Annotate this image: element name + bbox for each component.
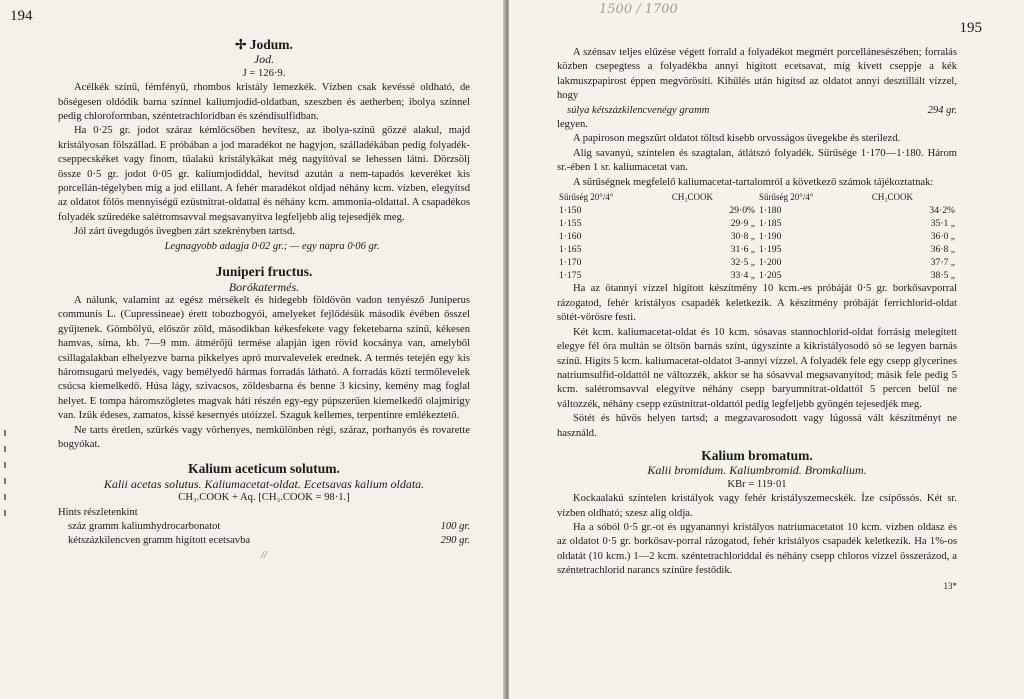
- page-number-right: 195: [959, 20, 982, 36]
- kalium-aceticum-heading: Kalium aceticum solutum.: [188, 461, 340, 477]
- ingredient-row: száz gramm kaliumhydrocarbonatot 100 gr.: [68, 521, 470, 532]
- table-cell: 29·0%: [729, 205, 755, 217]
- table-cell: 1·150: [559, 205, 582, 217]
- right-paragraph-3: Alig savanyú, színtelen és szagtalan, átlátszó folyadék. Sűrűsége 1·170—1·180. Három sr.-ében 1 sr. kaliumacetat van.: [557, 147, 957, 174]
- table-cell: 37·7 „: [930, 257, 955, 269]
- kalium-bromatum-subtitle: Kalii bromidum. Kaliumbromid. Bromkalium.: [647, 463, 867, 478]
- density-table-body: [557, 204, 957, 282]
- jodum-heading: ✢ Jodum.: [235, 37, 293, 52]
- table-cell: 1·200: [758, 257, 782, 269]
- jodum-subtitle: Jod.: [253, 52, 275, 67]
- table-cell: 1·160: [559, 231, 582, 243]
- table-cell: 1·195: [758, 244, 782, 256]
- juniperi-paragraph-1: A nálunk, valamint az egész mérsékelt és hidegebb földövön vadon tenyésző Juniperus communis L. (Cupressineae) érett tobozbogyói, amelyeket fejlődésük második évében ősszel gyűjtenek. Gömbölyű, először zöld, másodikban kékesfekete vagy feketebarna színű, kékesen hamvas, síma, kb. 7—9 mm. átmérőjű termése alapján igen rövid kocsánya van, amelyből csillagalakban elhelyezve barna pikkelyes apró murvalevelek erednek. A termés tetején egy kis háromsugarú melyedés, vagy bemélyedő hármas forradás látható. A forradás közti termőlevelek csúcsa kiemelkedő. Húsa lágy, szivacsos, zöldesbarna és benne 3 kicsiny, kemény mag foglal helyet. E tompa háromszögletes magvak háti részén egy-egy púpszerűen kiemelkedő olajmirigy van. Izük édeses, zamatos, kissé kesernyés utóízzel. Szaguk kellemes, terpentinre emlékeztető.: [58, 294, 470, 422]
- left-column: [58, 38, 470, 563]
- kalium-bromatum-heading: Kalium bromatum.: [701, 447, 813, 463]
- table-cell: 36·0 „: [930, 231, 955, 243]
- table-header-row: Sűrűség 20°/4° CH₃COOK Sűrűség 20°/4° CH₃COOK: [559, 192, 913, 203]
- kalium-aceticum-formula: CH₃.COOK + Aq. [CH₃.COOK = 98·1.]: [178, 492, 350, 504]
- right-paragraph-2: A papiroson megszűrt oldatot töltsd kisebb orvosságos üvegekbe és sterilezd.: [573, 133, 901, 145]
- right-page: [509, 0, 1024, 699]
- table-row: [557, 217, 957, 230]
- jodum-paragraph-2: Ha 0·25 gr. jodot száraz kémlőcsőben hevítesz, az ibolya-színű gőzzé alakul, majd kristályosan fölszállad. E próbában a jod maradékot ne hagyjon, szálladékában pedig folyadék-cseppecskéket vagy finom, tűalakú kristálykákat még nagyítóval se lehessen látni. Dörzsölj össze 0·5 gr. jodot 0·05 gr. kaliumjodiddal, hevítsd azután a nem-tapadós keveréket kis porcellán-tégelyben míg a jod elillant. A fehér maradékot oldjad néhány kcm. vízben, elegyítsd az oldatot fölös mennyiségű ezüstnitrat-oldattal és néhány kcm. ammonia-oldattal. A csapadékos folyadék szűredéke salétromsavval megsavanyítva legfeljebb alig tejesedjék meg.: [58, 125, 470, 223]
- table-cell: 33·4 „: [730, 270, 755, 282]
- table-cell: 35·1 „: [930, 218, 955, 230]
- juniperi-heading: Juniperi fructus.: [215, 264, 313, 280]
- table-cell: 32·5 „: [730, 257, 755, 269]
- kalium-bromatum-paragraph-2: Ha a sóból 0·5 gr.-ot és ugyanannyi kristályos natriumacetatot 10 kcm. vízben oldasz és az oldatot 0·5 gr. borkősav-porral rázogatod, fehér kristályos csapadék keletkezik. Ha 1%-os oldatát (10 kcm.) 1—2 kcm. széntetrachloriddal és néhány csepp chloros vízzel összerázod, a széntetrachlorid narancs színűre festődik.: [557, 521, 957, 577]
- table-cell: 1·180: [758, 205, 782, 217]
- signature-mark: 13*: [943, 580, 957, 591]
- jodum-dose: Legnagyobb adagja 0·02 gr.; — egy napra 0·06 gr.: [164, 240, 380, 252]
- table-cell: 1·190: [758, 231, 782, 243]
- cross-icon: ✢: [235, 37, 247, 52]
- juniperi-paragraph-2: Ne tarts éretlen, szürkés vagy vörhenyes, nemkülönben régi, száraz, porhanyós és rovarette bogyókat.: [58, 424, 470, 450]
- handwriting-bottom-left: //: [261, 549, 267, 561]
- right-paragraph-1: A szénsav teljes elűzése végett forrald a folyadékot megmért porcellánesészében; forralás közben csepegtess a folyadékba annyi higított ecetsavat, míg kivett cseppje a kék lakmuszpapirost éppen megvörösíti. Kihűlés után higítsd az oldatot annyi desztillált vízzel, hogy: [557, 47, 957, 102]
- right-paragraph-7: Sötét és hűvös helyen tartsd; a megzavarosodott vagy lúgossá vált készítményt ne használd.: [557, 413, 957, 439]
- kalium-bromatum-formula: KBr = 119·01: [727, 478, 787, 490]
- weight-row: súlya kétszázkilencvenégy gramm 294 gr.: [567, 104, 957, 116]
- kalium-aceticum-subtitle: Kalii acetas solutus. Kaliumacetat-oldat. Ecetsavas kalium oldata.: [103, 476, 425, 491]
- table-cell: 1·170: [559, 257, 582, 269]
- right-paragraph-6: Két kcm. kaliumacetat-oldat és 10 kcm. sósavas stannochlorid-oldat forrásig melegített elegye fél óra multán se öltsön barnás színt, úgyszinte a kikristályosodó só se legyen barnás színű. Higíts 5 kcm. kaliumacetat-oldatot 3-annyi vízzel. A folyadék fele egy csepp glycerines natriumsulfid-oldattól ne változzék, akkor se ha sósavval megsavanyítod; másik fele pedig 5 kcm. salétromsavval elegyítve néhány csepp baryumnitrat-oldattól 5 percen belül ne változzék, néhány csepp ezüstnitrat-oldattól pedig legfeljebb gyöngén tejesedjék meg.: [557, 326, 957, 410]
- table-cell: 31·6 „: [730, 244, 755, 256]
- density-table: [557, 190, 957, 282]
- kalium-bromatum-paragraph-1: Kockaalakú színtelen kristályok vagy fehér kristályszemecskék. Íze csípőssós. Két sr. vízben oldható; szesz alig oldja.: [557, 493, 957, 519]
- table-row: [557, 243, 957, 256]
- juniperi-subtitle: Borókatermés.: [228, 279, 300, 294]
- table-row: [557, 269, 957, 282]
- table-cell: 1·155: [559, 218, 582, 230]
- jodum-paragraph-1: Acélkék színű, fémfényű, rhombos kristály lemezkék. Vízben csak kevéssé oldható, de bőségesen oldódik barna színnel kaliumjodid-oldatban, szeszben és aetherben; ibolya színnel pedig chloroformban, széntetrachloridban és széndisulfidban.: [58, 82, 470, 123]
- table-row: [557, 256, 957, 269]
- hints-line: Hints részletenkint: [58, 506, 138, 518]
- left-page: [0, 0, 505, 699]
- right-paragraph-4: A sűrűségnek megfelelő kaliumacetat-tartalomról a következő számok tájékoztatnak:: [573, 176, 934, 188]
- ingredient-row: kétszázkilencven gramm higított ecetsavba 290 gr.: [68, 535, 470, 547]
- table-cell: 34·2%: [929, 205, 955, 217]
- table-cell: 1·205: [758, 270, 782, 282]
- handwriting-top: 1500 / 1700: [599, 2, 678, 17]
- jodum-paragraph-3: Jól zárt üvegdugós üvegben zárt szekrényben tartsd.: [74, 226, 295, 238]
- table-cell: 38·5 „: [930, 270, 955, 282]
- table-cell: 1·185: [758, 218, 782, 230]
- table-cell: 29·9 „: [730, 218, 755, 230]
- right-column: [557, 46, 957, 593]
- margin-pencil-marks: [2, 420, 8, 620]
- table-cell: 36·8 „: [930, 244, 955, 256]
- table-cell: 1·165: [559, 244, 582, 256]
- table-row: [557, 230, 957, 243]
- table-cell: 30·8 „: [730, 231, 755, 243]
- right-paragraph-5: Ha az ötannyi vízzel higított készítmény 10 kcm.-es próbáját 0·5 gr. borkősavporral rázogatod, fehér kristályos csapadék keletkezik. A készítmény próbáját ferrichlorid-oldat sötét-vörösre festi.: [557, 283, 957, 324]
- legyen-line: legyen.: [557, 119, 588, 131]
- table-row: [557, 204, 957, 217]
- jodum-formula: J = 126·9.: [242, 67, 286, 79]
- page-number-left: 194: [10, 8, 33, 24]
- table-cell: 1·175: [559, 270, 582, 282]
